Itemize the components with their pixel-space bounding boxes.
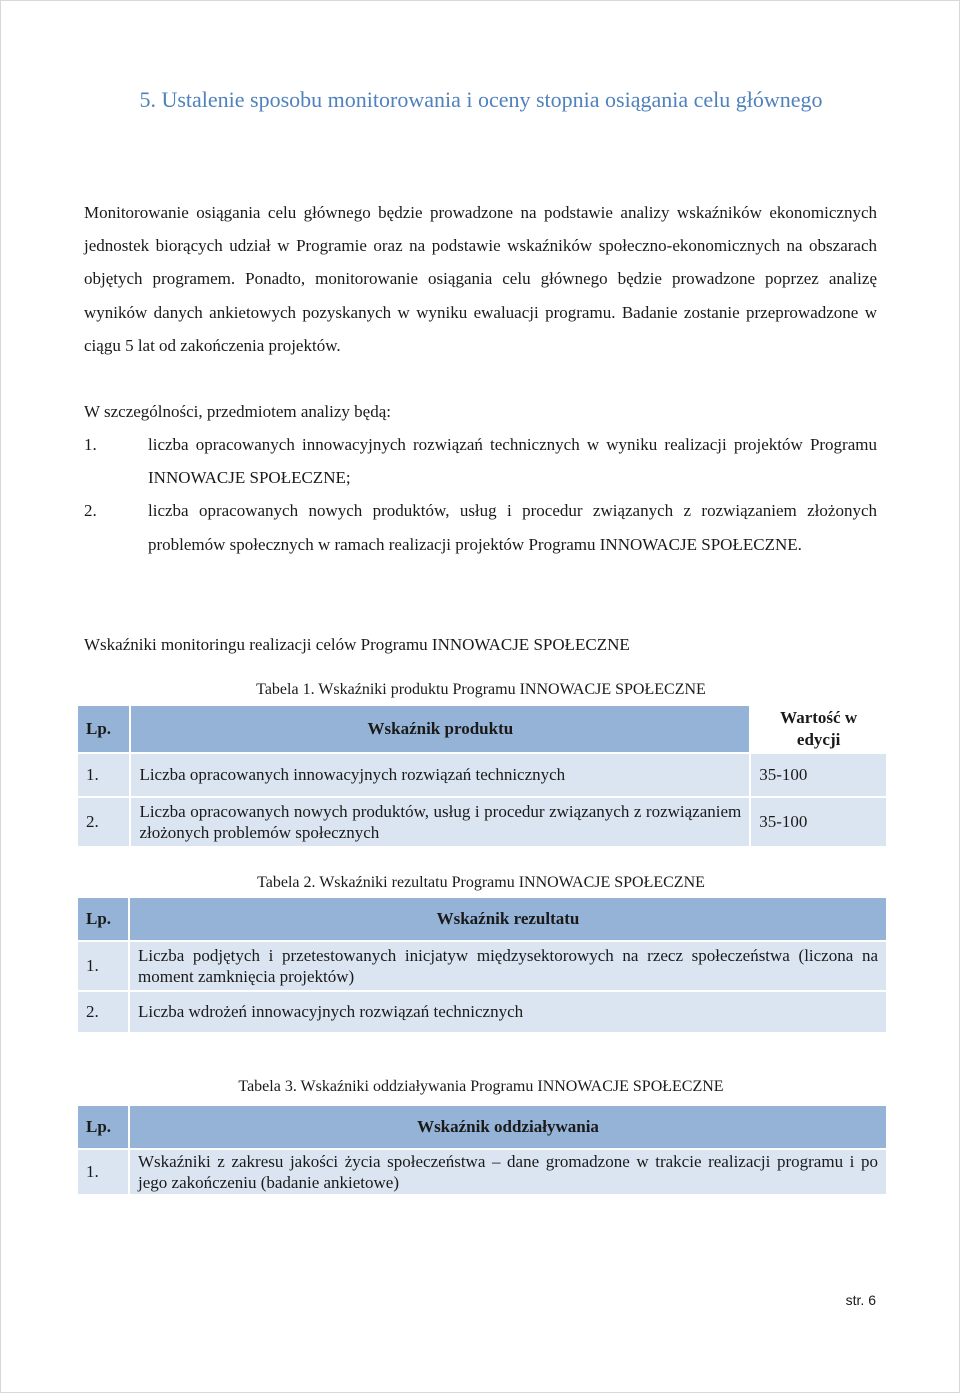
table2-caption: Tabela 2. Wskaźniki rezultatu Programu INNOWACJE SPOŁECZNE [257,874,705,891]
cell-indicator: Liczba opracowanych nowych produktów, usług i procedur związanych z rozwiązaniem złożonych problemów społecznych [130,797,750,847]
header-cell-indicator: Wskaźnik oddziaływania [129,1105,887,1149]
table1-caption: Tabela 1. Wskaźniki produktu Programu INNOWACJE SPOŁECZNE [256,681,706,698]
header-cell-indicator: Wskaźnik produktu [130,705,750,753]
cell-lp: 1. [77,941,129,991]
cell-indicator: Liczba wdrożeń innowacyjnych rozwiązań technicznych [129,991,887,1033]
indicators-title: Wskaźniki monitoringu realizacji celów Programu INNOWACJE SPOŁECZNE [84,635,630,654]
analysis-list [84,428,877,561]
table-row [77,991,887,1033]
intro-paragraph: Monitorowanie osiągania celu głównego będzie prowadzone na podstawie analizy wskaźników ekonomicznych jednostek biorących udział w Programie oraz na podstawie wskaźników społeczno-ekonomicznych na obszarach objętych programem. Ponadto, monitorowanie osiągania celu głównego będzie prowadzone poprzez analizę wyników danych ankietowych pozyskanych w wyniku ewaluacji programu. Badanie zostanie przeprowadzone w ciągu 5 lat od zakończenia projektów. [84,203,877,355]
impact-indicators-table [76,1104,888,1196]
cell-indicator: Liczba podjętych i przetestowanych inicjatyw międzysektorowych na rzecz społeczeństwa (liczona na moment zamknięcia projektów) [129,941,887,991]
list-item [84,494,877,560]
header-cell-lp: Lp. [77,1105,129,1149]
table-header-row [77,897,887,941]
cell-value: 35-100 [750,797,887,847]
result-indicators-table [76,896,888,1034]
analysis-intro: W szczególności, przedmiotem analizy będą: [84,402,391,421]
table-header-row [77,705,887,753]
cell-value: 35-100 [750,753,887,797]
cell-lp: 2. [77,991,129,1033]
table-row [77,1149,887,1195]
table-row [77,753,887,797]
cell-lp: 2. [77,797,130,847]
cell-lp: 1. [77,1149,129,1195]
page-number: str. 6 [845,1292,876,1308]
list-item-number: 2. [84,501,97,521]
list-item-text: liczba opracowanych nowych produktów, usług i procedur związanych z rozwiązaniem złożonych problemów społecznych w ramach realizacji projektów Programu INNOWACJE SPOŁECZNE. [148,501,877,554]
header-cell-lp: Lp. [77,897,129,941]
section-heading: 5. Ustalenie sposobu monitorowania i oceny stopnia osiągania celu głównego [139,87,823,112]
product-indicators-table [76,704,888,848]
header-cell-indicator: Wskaźnik rezultatu [129,897,887,941]
list-item-text: liczba opracowanych innowacyjnych rozwiązań technicznych w wyniku realizacji projektów Programu INNOWACJE SPOŁECZNE; [148,435,877,488]
cell-indicator: Liczba opracowanych innowacyjnych rozwiązań technicznych [130,753,750,797]
table-header-row [77,1105,887,1149]
table3-caption: Tabela 3. Wskaźniki oddziaływania Programu INNOWACJE SPOŁECZNE [238,1078,724,1095]
cell-indicator: Wskaźniki z zakresu jakości życia społeczeństwa – dane gromadzone w trakcie realizacji programu i po jego zakończeniu (badanie ankietowe) [129,1149,887,1195]
header-cell-lp: Lp. [77,705,130,753]
header-cell-value: Wartość w edycji [750,705,887,753]
list-item [84,428,877,494]
list-item-number: 1. [84,435,97,454]
table-row [77,797,887,847]
cell-lp: 1. [77,753,130,797]
table-row [77,941,887,991]
